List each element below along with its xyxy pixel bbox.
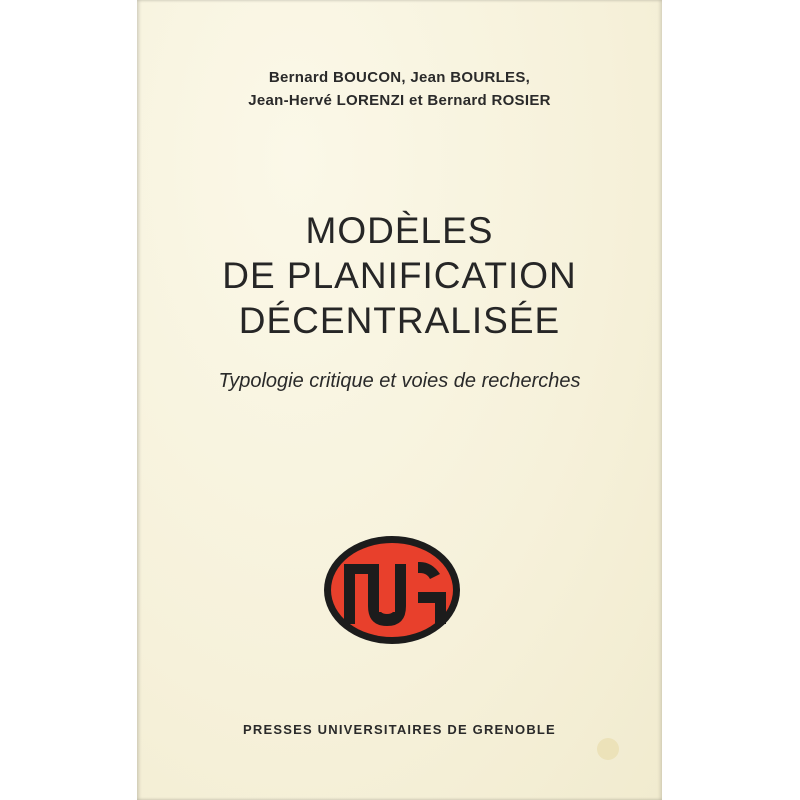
author-line: Jean-Hervé LORENZI et Bernard ROSIER bbox=[248, 92, 551, 109]
title-line: DE PLANIFICATION bbox=[222, 255, 577, 296]
paper-stain bbox=[597, 738, 619, 760]
publisher-logo bbox=[322, 534, 462, 646]
book-cover bbox=[137, 0, 662, 800]
book-title bbox=[137, 208, 662, 343]
publisher-name: PRESSES UNIVERSITAIRES DE GRENOBLE bbox=[243, 722, 556, 737]
book-subtitle: Typologie critique et voies de recherches bbox=[218, 370, 581, 392]
logo-u-gap bbox=[379, 564, 395, 612]
author-line: Bernard BOUCON, Jean BOURLES, bbox=[268, 69, 531, 86]
title-line: MODÈLES bbox=[305, 210, 494, 251]
authors bbox=[137, 66, 662, 112]
title-line: DÉCENTRALISÉE bbox=[238, 300, 561, 341]
